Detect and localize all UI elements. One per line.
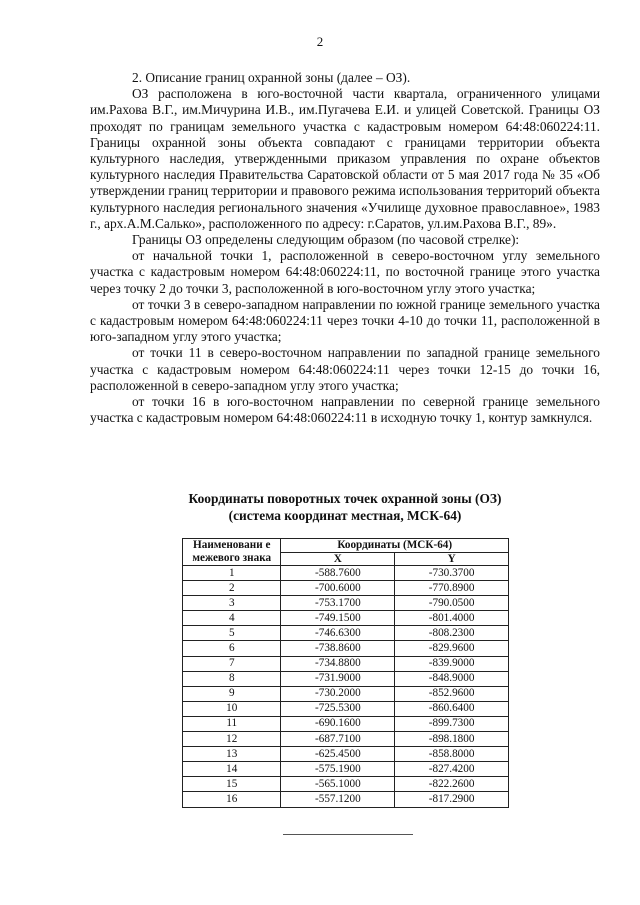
x-coordinate-cell: -746.6300 [281,626,395,641]
x-coordinate-cell: -565.1000 [281,777,395,792]
x-coordinate-cell: -753.1700 [281,596,395,611]
point-number-cell: 12 [183,732,281,747]
point-number-cell: 5 [183,626,281,641]
x-coordinate-cell: -730.2000 [281,686,395,701]
column-header-y: Y [395,552,509,566]
table-row [183,641,509,656]
table-row [183,732,509,747]
y-coordinate-cell: -801.4000 [395,611,509,626]
point-number-cell: 15 [183,777,281,792]
table-title-line2: (система координат местная, МСК-64) [228,507,462,523]
y-coordinate-cell: -899.7300 [395,716,509,731]
paragraph-point-11: от точки 11 в северо-восточном направлении по западной границе земельного участка с кадастровым номером 64:48:060224:11 через точки 12-15 до точки 16, расположенной в северо-западном углу этого участка; [90,345,600,393]
point-number-cell: 3 [183,596,281,611]
point-number-cell: 16 [183,792,281,807]
table-row [183,581,509,596]
y-coordinate-cell: -839.9000 [395,656,509,671]
page-number: 2 [316,34,324,49]
y-coordinate-cell: -817.2900 [395,792,509,807]
table-title-line1: Координаты поворотных точек охранной зоны (ОЗ) [188,491,502,506]
y-coordinate-cell: -860.6400 [395,701,509,716]
column-header-coords: Координаты (МСК-64) [281,539,509,553]
footer-rule [283,834,413,835]
y-coordinate-cell: -829.9600 [395,641,509,656]
y-coordinate-cell: -770.8900 [395,581,509,596]
table-row [183,701,509,716]
x-coordinate-cell: -734.8800 [281,656,395,671]
table-row [183,762,509,777]
y-coordinate-cell: -848.9000 [395,671,509,686]
table-row [183,611,509,626]
table-row [183,626,509,641]
y-coordinate-cell: -730.3700 [395,566,509,581]
y-coordinate-cell: -858.8000 [395,747,509,762]
x-coordinate-cell: -749.1500 [281,611,395,626]
point-number-cell: 9 [183,686,281,701]
coordinates-table-body [183,566,509,808]
paragraph-location: ОЗ расположена в юго-восточной части квартала, ограниченного улицами им.Рахова В.Г., им.Мичурина И.В., им.Пугачева Е.И. и улицей Советской. Границы ОЗ проходят по границам земельного участка с кадастровым номером 64:48:060224:11. Границы охранной зоны объекта совпадают с границами территории объекта культурного наследия, утвержденными приказом управления по охране объектов культурного наследия Правительства Саратовской области от 5 мая 2017 года № 35 «Об утверждении границ территории и правового режима использования территорий объекта культурного наследия регионального значения «Училище духовное православное», 1983 г., арх.А.М.Салько», расположенного по адресу: г.Саратов, ул.им.Рахова В.Г., 89». [90,86,600,231]
column-header-x: X [281,552,395,566]
y-coordinate-cell: -827.4200 [395,762,509,777]
point-number-cell: 14 [183,762,281,777]
paragraph-point-3: от точки 3 в северо-западном направлении по южной границе земельного участка с кадастровым номером 64:48:060224:11 через точки 4-10 до точки 11, расположенной в юго-западном углу этого участка; [90,296,600,345]
table-row [183,716,509,731]
column-header-name: Наименовани е межевого знака [183,539,281,566]
x-coordinate-cell: -731.9000 [281,671,395,686]
x-coordinate-cell: -687.7100 [281,732,395,747]
table-row [183,777,509,792]
y-coordinate-cell: -808.2300 [395,626,509,641]
y-coordinate-cell: -790.0500 [395,596,509,611]
x-coordinate-cell: -557.1200 [281,792,395,807]
table-row [183,596,509,611]
y-coordinate-cell: -898.1800 [395,732,509,747]
table-row [183,671,509,686]
x-coordinate-cell: -738.8600 [281,641,395,656]
point-number-cell: 8 [183,671,281,686]
paragraph-point-1: от начальной точки 1, расположенной в северо-восточном углу земельного участка с кадастровым номером 64:48:060224:11, по восточной границе этого участка через точку 2 до точки 3, расположенной в юго-восточном углу этого участка; [90,248,600,296]
point-number-cell: 6 [183,641,281,656]
y-coordinate-cell: -822.2600 [395,777,509,792]
table-row [183,747,509,762]
point-number-cell: 4 [183,611,281,626]
coordinates-table [182,538,509,808]
point-number-cell: 11 [183,716,281,731]
paragraph-point-16: от точки 16 в юго-восточном направлении по северной границе земельного участка с кадастровым номером 64:48:060224:11 в исходную точку 1, контур замкнулся. [90,394,600,426]
table-row [183,566,509,581]
x-coordinate-cell: -575.1900 [281,762,395,777]
x-coordinate-cell: -690.1600 [281,716,395,731]
point-number-cell: 10 [183,701,281,716]
x-coordinate-cell: -625.4500 [281,747,395,762]
paragraph-boundaries-intro: Границы ОЗ определены следующим образом (по часовой стрелке): [132,232,520,248]
section-heading: 2. Описание границ охранной зоны (далее – ОЗ). [132,70,411,85]
point-number-cell: 13 [183,747,281,762]
x-coordinate-cell: -700.6000 [281,581,395,596]
x-coordinate-cell: -725.5300 [281,701,395,716]
point-number-cell: 2 [183,581,281,596]
point-number-cell: 1 [183,566,281,581]
table-row [183,686,509,701]
table-row [183,656,509,671]
y-coordinate-cell: -852.9600 [395,686,509,701]
x-coordinate-cell: -588.7600 [281,566,395,581]
table-row [183,792,509,807]
point-number-cell: 7 [183,656,281,671]
table-title [90,491,600,524]
document-body [90,70,600,426]
